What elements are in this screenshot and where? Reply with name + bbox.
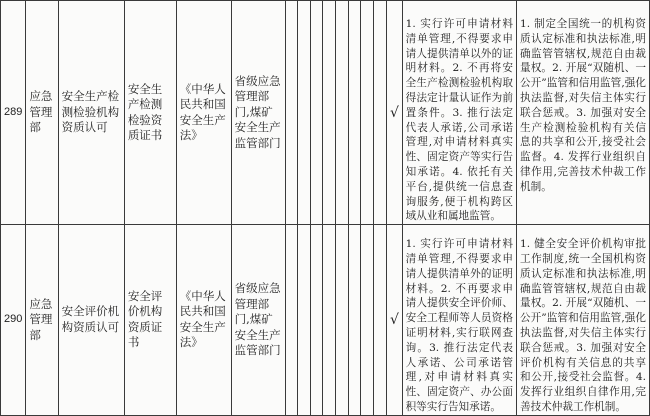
reform-option-cell (285, 225, 298, 416)
certificate-cell: 安全评价机构资质证书 (124, 225, 176, 416)
reform-option-cell (361, 1, 374, 225)
reform-option-cell (373, 225, 386, 416)
row-number: 289 (1, 1, 26, 225)
reform-option-cell (310, 1, 323, 225)
reform-option-cell (348, 1, 361, 225)
table-row (1, 1, 650, 225)
row-number: 290 (1, 225, 26, 416)
reform-measures-cell: 1. 实行许可申请材料清单管理,不得要求申请人提供清单以外的证明材料。2. 不再将安全生产检测检验机构取得法定计量认证作为前置条件。3. 推行法定代表人承诺,公司承诺管理,对申请材料真实性、固定资产等实行告知承诺。4. 依托有关平台,提供统一信息查询服务,便于机构跨区域从业和属地监管。 (402, 1, 516, 225)
reform-option-cell (298, 225, 311, 416)
reform-option-cell (348, 225, 361, 416)
approving-authority-cell: 省级应急管理部门,煤矿安全生产监管部门 (231, 1, 285, 225)
reform-option-cell (361, 225, 374, 416)
checkmark: √ (387, 1, 402, 225)
legal-basis-cell: 《中华人民共和国安全生产法》 (176, 1, 231, 225)
item-name-cell: 安全生产检测检验机构资质认可 (58, 1, 124, 225)
reform-option-cell (323, 1, 336, 225)
approving-authority-cell: 省级应急管理部门,煤矿安全生产监管部门 (231, 225, 285, 416)
checkmark: √ (387, 225, 402, 416)
supervision-measures-cell: 1. 健全安全评价机构审批工作制度,统一全国机构资质认定标准和执法标准,明确监管管辖权,规范自由裁量权。2. 开展“双随机、一公开”监管和信用监管,强化执法监督,对失信主体实行联合惩戒。3. 加强对安全评价机构有关信息的共享和公开,接受社会监督。4. 发挥行业组织自律作用,完善技术仲裁工作机制。 (517, 225, 650, 416)
department-cell: 应急管理部 (26, 225, 58, 416)
reform-measures-cell: 1. 实行许可申请材料清单管理,不得要求申请人提供清单外的证明材料。2. 不再要求申请人提供安全评价师、安全工程师等人员资格证明材料,实行联网查询。3. 推行法定代表人承诺、公司承诺管理,对申请材料真实性、固定资产、办公面积等实行告知承诺。 (402, 225, 516, 416)
department-cell: 应急管理部 (26, 1, 58, 225)
reform-option-cell (298, 1, 311, 225)
reform-option-cell (285, 1, 298, 225)
item-name-cell: 安全评价机构资质认可 (58, 225, 124, 416)
legal-basis-cell: 《中华人民共和国安全生产法》 (176, 225, 231, 416)
certificate-cell: 安全生产检测检验资质证书 (124, 1, 176, 225)
reform-option-cell (373, 1, 386, 225)
reform-option-cell (323, 225, 336, 416)
table-row (1, 225, 650, 416)
reform-option-cell (336, 1, 349, 225)
supervision-measures-cell: 1. 制定全国统一的机构资质认定标准和执法标准,明确监管管辖权,规范自由裁量权。2. 开展“双随机、一公开”监管和信用监管,强化执法监督,对失信主体实行联合惩戒。3. 加强对安全生产检测检验机构有关信息的共享和公开,接受社会监督。4. 发挥行业组织自律作用,完善技术仲裁工作机制。 (517, 1, 650, 225)
reform-option-cell (310, 225, 323, 416)
reform-option-cell (336, 225, 349, 416)
